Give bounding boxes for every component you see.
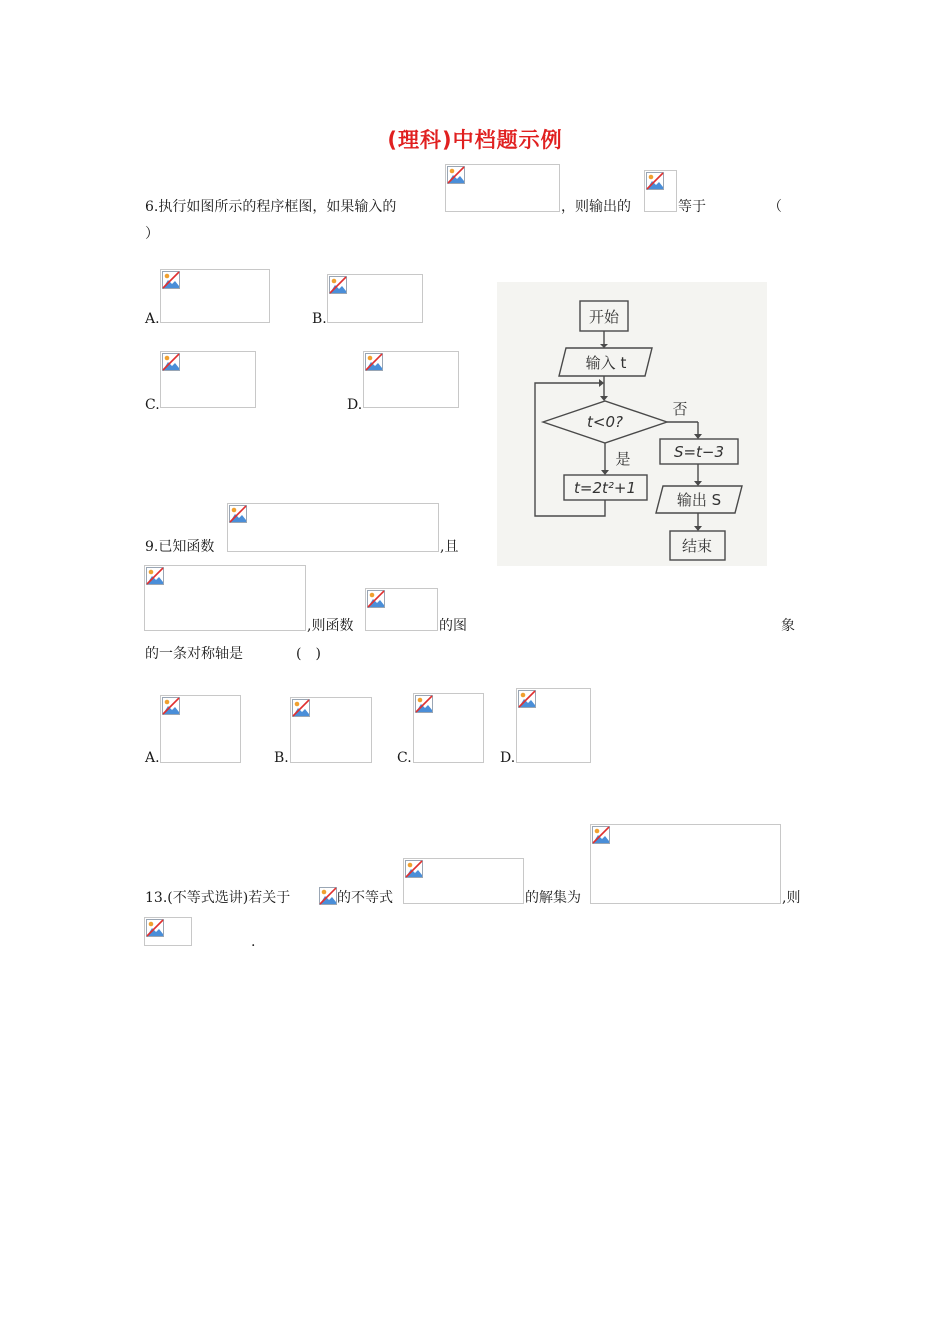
broken-image-icon <box>405 860 423 878</box>
flow-end-node: 结束 <box>681 537 713 555</box>
broken-image-icon <box>162 353 180 371</box>
broken-image-icon <box>146 919 164 937</box>
flow-no-label: 否 <box>672 400 688 418</box>
q6-text-c: 等于 <box>678 199 706 215</box>
q9-option-b-image <box>290 697 372 763</box>
flow-output-node: 输出 S <box>676 491 722 509</box>
flow-assign-t-node: t=2t²+1 <box>574 479 636 497</box>
q9-answer-paren: ( ) <box>296 646 321 662</box>
q13-text-c: 的解集为 <box>525 890 581 906</box>
q13-inequality-image <box>403 858 524 904</box>
broken-image-icon <box>162 271 180 289</box>
program-flowchart <box>497 282 767 566</box>
q6-option-c-label: C. <box>145 397 160 413</box>
q9-option-a-label: A. <box>145 750 160 766</box>
flow-start-node: 开始 <box>588 308 620 326</box>
q13-result-image <box>144 917 192 946</box>
q9-text-b: ,且 <box>440 539 459 555</box>
broken-image-icon <box>367 590 385 608</box>
q13-text-b: 的不等式 <box>337 890 393 906</box>
q13-text-end: . <box>251 934 256 950</box>
q9-option-a-image <box>160 695 241 763</box>
q9-option-c-image <box>413 693 484 763</box>
q6-option-d-image <box>363 351 459 408</box>
q9-option-c-label: C. <box>397 750 412 766</box>
q9-option-d-image <box>516 688 591 763</box>
broken-image-icon <box>319 887 337 905</box>
q6-option-a-label: A. <box>145 311 160 327</box>
q6-formula-image <box>445 164 560 212</box>
broken-image-icon <box>415 695 433 713</box>
flow-assign-s-node: S=t−3 <box>673 443 725 461</box>
broken-image-icon <box>447 166 465 184</box>
flow-yes-label: 是 <box>615 450 631 468</box>
q6-option-c-image <box>160 351 256 408</box>
q6-paren-close: ） <box>145 226 159 242</box>
q13-solution-set-image <box>590 824 781 904</box>
broken-image-icon <box>365 353 383 371</box>
q9-option-b-label: B. <box>274 750 289 766</box>
q6-text-a: 6.执行如图所示的程序框图，如果输入的 <box>145 199 397 215</box>
broken-image-icon <box>592 826 610 844</box>
q9-text-a: 9.已知函数 <box>145 539 215 555</box>
flow-input-node: 输入 t <box>585 354 627 372</box>
q6-output-var-image <box>644 170 677 212</box>
broken-image-icon <box>518 690 536 708</box>
q13-text-a: 13.(不等式选讲)若关于 <box>145 890 291 906</box>
q9-option-d-label: D. <box>500 750 516 766</box>
page-title: (理科)中档题示例 <box>387 128 563 152</box>
q9-function-g-image <box>365 588 438 631</box>
q6-text-b: ，则输出的 <box>561 199 631 215</box>
broken-image-icon <box>146 567 164 585</box>
q13-text-d: ,则 <box>782 890 801 906</box>
q9-text-e: 象 <box>781 618 795 634</box>
q6-paren-open: （ <box>768 199 782 215</box>
broken-image-icon <box>229 505 247 523</box>
broken-image-icon <box>329 276 347 294</box>
q6-option-b-image <box>327 274 423 323</box>
q9-text-d: 的图 <box>439 618 467 634</box>
q6-option-a-image <box>160 269 270 323</box>
q6-option-d-label: D. <box>347 397 363 413</box>
broken-image-icon <box>162 697 180 715</box>
q9-condition-image <box>144 565 306 631</box>
broken-image-icon <box>292 699 310 717</box>
q13-variable-image <box>319 887 337 905</box>
q9-function-image <box>227 503 439 552</box>
q9-text-f: 的一条对称轴是 <box>145 646 243 662</box>
q6-option-b-label: B. <box>312 311 327 327</box>
q9-text-c: ,则函数 <box>307 618 354 634</box>
broken-image-icon <box>646 172 664 190</box>
flow-condition-node: t<0? <box>587 413 623 431</box>
